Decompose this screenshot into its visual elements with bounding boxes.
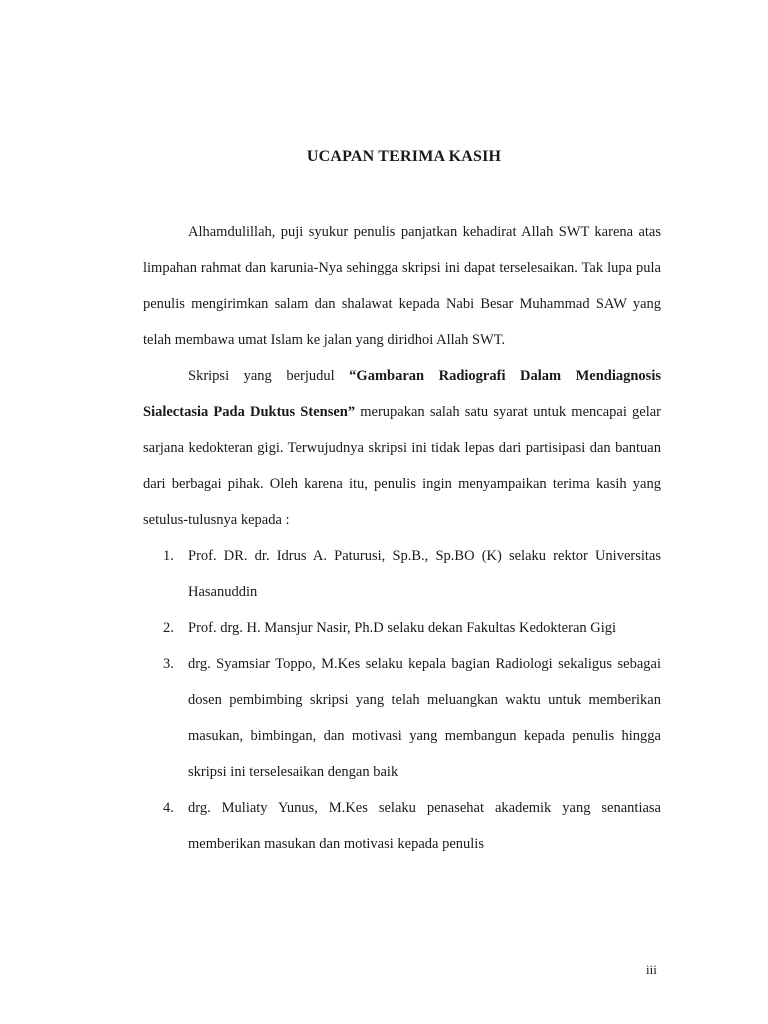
list-item (143, 538, 661, 610)
page-number: iii (646, 962, 657, 977)
page-title: UCAPAN TERIMA KASIH (306, 148, 502, 165)
document-body (143, 214, 661, 862)
paragraph-intro: Alhamdulillah, puji syukur penulis panjatkan kehadirat Allah SWT karena atas limpahan rahmat dan karunia-Nya sehingga skripsi ini dapat terselesaikan. Tak lupa pula penulis mengirimkan salam dan shalawat kepada Nabi Besar Muhammad SAW yang telah membawa umat Islam ke jalan yang diridhoi Allah SWT. (143, 224, 661, 348)
list-item-text: drg. Syamsiar Toppo, M.Kes selaku kepala bagian Radiologi sekaligus sebagai dosen pembimbing skripsi yang telah meluangkan waktu untuk memberikan masukan, bimbingan, dan motivasi yang membangun kepada penulis hingga skripsi ini terselesaikan dengan baik (188, 656, 661, 780)
list-item-text: drg. Muliaty Yunus, M.Kes selaku penasehat akademik yang senantiasa memberikan masukan dan motivasi kepada penulis (188, 800, 661, 852)
list-item-number: 4. (163, 800, 174, 816)
paragraph-thesis-before: Skripsi yang berjudul (188, 368, 350, 384)
acknowledgement-list (143, 538, 661, 862)
list-item-text: Prof. DR. dr. Idrus A. Paturusi, Sp.B., Sp.BO (K) selaku rektor Universitas Hasanuddin (188, 548, 661, 600)
list-item (143, 610, 661, 646)
list-item-number: 3. (163, 656, 174, 672)
thesis-title: “Gambaran Radiografi Dalam Mendiagnosis Sialectasia Pada Duktus Stensen” (143, 368, 661, 420)
paragraph-thesis-after: merupakan salah satu syarat untuk mencapai gelar sarjana kedokteran gigi. Terwujudnya skripsi ini tidak lepas dari partisipasi dan bantuan dari berbagai pihak. Oleh karena itu, penulis ingin menyampaikan terima kasih yang setulus-tulusnya kepada : (143, 404, 661, 528)
list-item-number: 2. (163, 620, 174, 636)
list-item-text: Prof. drg. H. Mansjur Nasir, Ph.D selaku dekan Fakultas Kedokteran Gigi (188, 620, 617, 636)
list-item-number: 1. (163, 548, 174, 564)
list-item (143, 646, 661, 790)
paragraph-thesis (143, 358, 661, 538)
list-item (143, 790, 661, 862)
